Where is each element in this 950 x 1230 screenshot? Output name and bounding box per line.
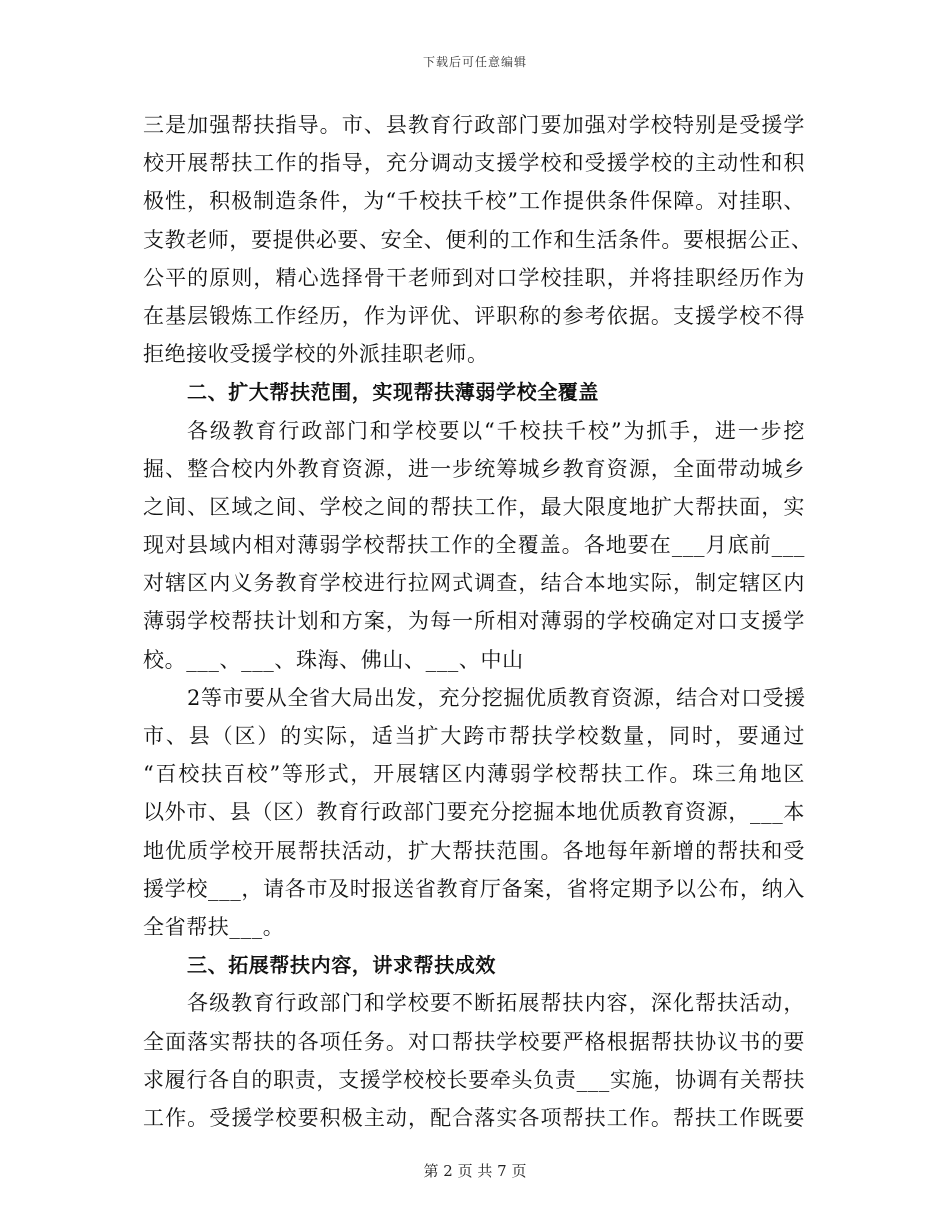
- paragraph-line: 求履行各自的职责，支援学校校长要牵头负责___实施，协调有关帮扶: [143, 1067, 805, 1092]
- header-note: 下载后可任意编辑: [422, 55, 527, 69]
- paragraph-line: 拒绝接收受援学校的外派挂职老师。: [143, 342, 489, 367]
- paragraph-line: 2等市要从全省大局出发，充分挖掘优质教育资源，结合对口受援: [187, 685, 806, 710]
- paragraph-line: 市、县（区）的实际，适当扩大跨市帮扶学校数量，同时，要通过: [143, 724, 805, 748]
- paragraph-line: 各级教育行政部门和学校要不断拓展帮扶内容，深化帮扶活动，: [187, 991, 805, 1016]
- section-heading: 三、拓展帮扶内容，讲求帮扶成效: [187, 953, 496, 978]
- paragraph-line: 三是加强帮扶指导。市、县教育行政部门要加强对学校特别是受援学: [143, 113, 805, 137]
- paragraph-line: 校开展帮扶工作的指导，充分调动支援学校和受援学校的主动性和积: [143, 151, 805, 176]
- paragraph-line: 地优质学校开展帮扶活动，扩大帮扶范围。各地每年新增的帮扶和受: [143, 838, 805, 863]
- document-body: [143, 106, 813, 1137]
- paragraph-line: 极性，积极制造条件，为“千校扶千校”工作提供条件保障。对挂职、: [143, 189, 805, 214]
- paragraph-line: 薄弱学校帮扶计划和方案，为每一所相对薄弱的学校确定对口支援学: [143, 609, 805, 634]
- paragraph-line: 各级教育行政部门和学校要以“千校扶千校”为抓手，进一步挖: [187, 418, 805, 443]
- paragraph-line: 在基层锻炼工作经历，作为评优、评职称的参考依据。支援学校不得: [143, 303, 805, 328]
- paragraph-line: 以外市、县（区）教育行政部门要充分挖掘本地优质教育资源，___本: [143, 800, 805, 825]
- paragraph-line: 援学校___，请各市及时报送省教育厅备案，省将定期予以公布，纳入: [143, 876, 805, 901]
- paragraph-line: 之间、区域之间、学校之间的帮扶工作，最大限度地扩大帮扶面，实: [143, 494, 805, 519]
- paragraph-line: “百校扶百校”等形式，开展辖区内薄弱学校帮扶工作。珠三角地区: [143, 762, 805, 787]
- paragraph-line: 现对县域内相对薄弱学校帮扶工作的全覆盖。各地要在___月底前___: [143, 533, 805, 558]
- section-heading: 二、扩大帮扶范围，实现帮扶薄弱学校全覆盖: [187, 380, 599, 405]
- paragraph-line: 全面落实帮扶的各项任务。对口帮扶学校要严格根据帮扶协议书的要: [143, 1029, 805, 1054]
- paragraph-line: 掘、整合校内外教育资源，进一步统筹城乡教育资源，全面带动城乡: [143, 456, 805, 481]
- paragraph-line: 对辖区内义务教育学校进行拉网式调查，结合本地实际，制定辖区内: [143, 571, 805, 596]
- paragraph-line: 工作。受援学校要积极主动，配合落实各项帮扶工作。帮扶工作既要: [143, 1105, 805, 1130]
- paragraph-line: 公平的原则，精心选择骨干老师到对口学校挂职，并将挂职经历作为: [143, 265, 805, 290]
- paragraph-line: 校。___、___、珠海、佛山、___、中山: [143, 647, 524, 672]
- page-number: 第 2 页 共 7 页: [423, 1162, 527, 1180]
- paragraph-line: 支教老师，要提供必要、安全、便利的工作和生活条件。要根据公正、: [143, 227, 813, 252]
- paragraph-line: 全省帮扶___。: [143, 914, 285, 939]
